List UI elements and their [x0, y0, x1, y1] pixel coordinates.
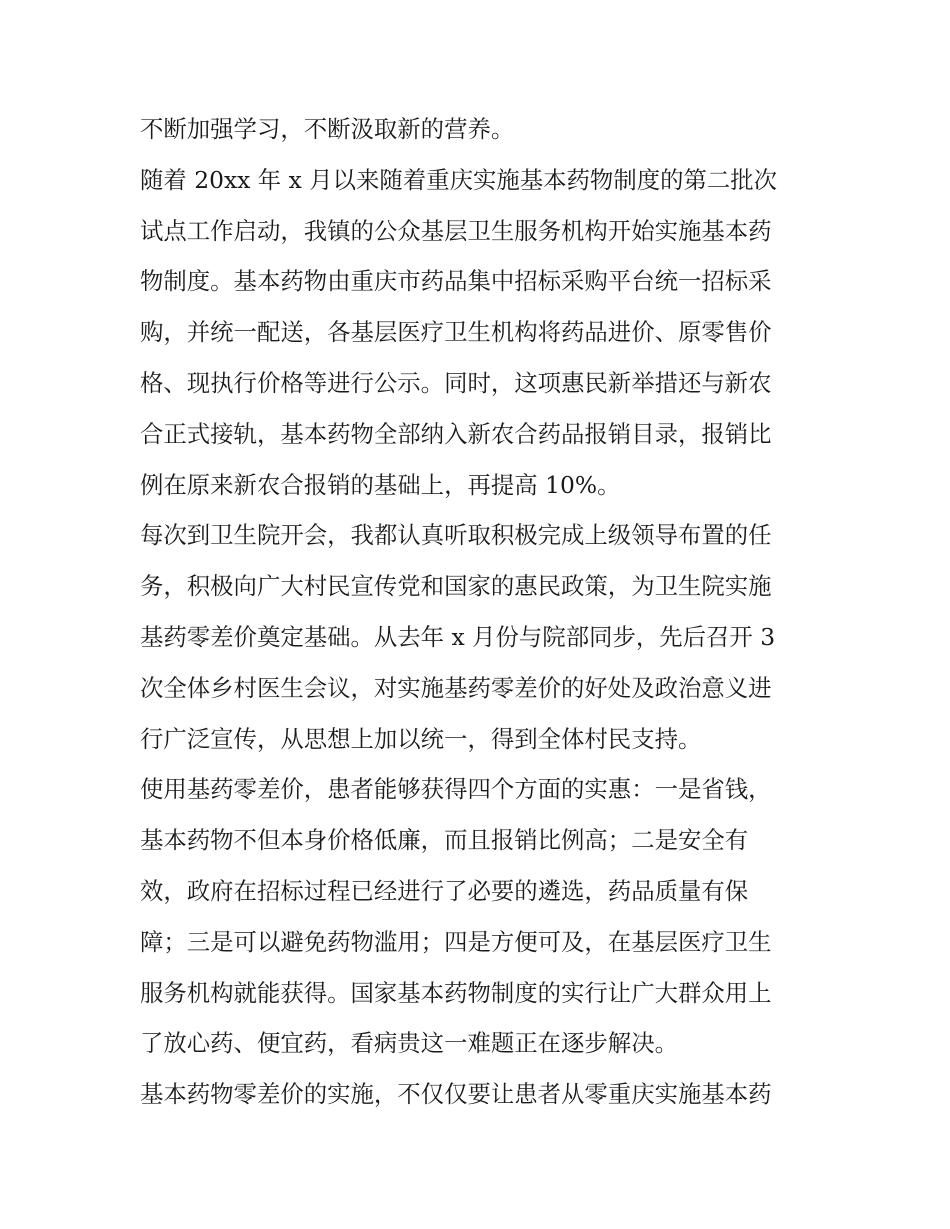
paragraph-5 — [140, 1069, 815, 1120]
paragraph-2 — [140, 155, 815, 511]
text-line: 使用基药零差价，患者能够获得四个方面的实惠：一是省钱， — [140, 775, 772, 804]
text-line: 了放心药、便宜药，看病贵这一难题正在逐步解决。 — [140, 1029, 678, 1058]
text-line: 每次到卫生院开会，我都认真听取积极完成上级领导布置的任 — [140, 521, 772, 550]
text-line: 障；三是可以避免药物滥用；四是方便可及，在基层医疗卫生 — [140, 927, 772, 956]
text-line: 随着 20xx 年 x 月以来随着重庆实施基本药物制度的第二批次 — [140, 165, 778, 194]
text-line: 效，政府在招标过程已经进行了必要的遴选，药品质量有保 — [140, 876, 749, 905]
paragraph-4 — [140, 764, 815, 1069]
text-line: 基药零差价奠定基础。从去年 x 月份与院部同步，先后召开 3 — [140, 622, 776, 651]
text-line: 物制度。基本药物由重庆市药品集中招标采购平台统一招标采 — [140, 267, 772, 296]
text-line: 例在原来新农合报销的基础上，再提高 10%。 — [140, 470, 621, 499]
text-line: 格、现执行价格等进行公示。同时，这项惠民新举措还与新农 — [140, 368, 772, 397]
text-line: 基本药物不但本身价格低廉，而且报销比例高；二是安全有 — [140, 826, 749, 855]
text-line: 基本药物零差价的实施，不仅仅要让患者从零重庆实施基本药 — [140, 1080, 772, 1109]
text-line: 试点工作启动，我镇的公众基层卫生服务机构开始实施基本药 — [140, 216, 772, 245]
text-line: 次全体乡村医生会议，对实施基药零差价的好处及政治意义进 — [140, 673, 772, 702]
text-line: 不断加强学习，不断汲取新的营养。 — [140, 115, 515, 143]
text-line: 合正式接轨，基本药物全部纳入新农合药品报销目录，报销比 — [140, 419, 772, 448]
paragraph-3 — [140, 510, 815, 764]
text-line: 购，并统一配送，各基层医疗卫生机构将药品进价、原零售价 — [140, 318, 772, 347]
text-line: 行广泛宣传，从思想上加以统一，得到全体村民支持。 — [140, 724, 702, 753]
text-line: 服务机构就能获得。国家基本药物制度的实行让广大群众用上 — [140, 978, 772, 1007]
text-line: 务，积极向广大村民宣传党和国家的惠民政策，为卫生院实施 — [140, 572, 772, 601]
paragraph-1 — [140, 104, 815, 155]
document-body — [140, 104, 815, 1120]
